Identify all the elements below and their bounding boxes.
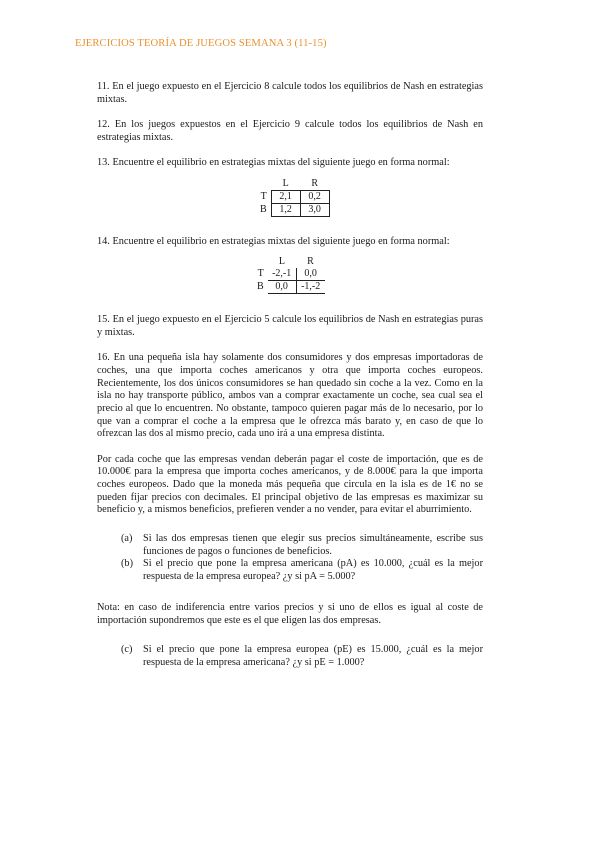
subquestion-text: Si las dos empresas tienen que elegir sus precios simultáneamente, escribe sus funciones de pagos o funciones de beneficios. — [143, 533, 483, 557]
exercise-11: 11. En el juego expuesto en el Ejercicio 8 calcule todos los equilibrios de Nash en estrategias mixtas. — [97, 81, 483, 105]
row-label: B — [260, 203, 267, 215]
subquestion-c — [121, 644, 483, 669]
payoff-cell: 2,1 — [271, 190, 300, 203]
col-label: L — [278, 256, 285, 268]
subquestion-label: (a) — [121, 533, 133, 545]
col-label: R — [311, 177, 318, 189]
exercise-13: 13. Encuentre el equilibrio en estrategias mixtas del siguiente juego en forma normal: — [97, 156, 450, 168]
payoff-cell: 0,2 — [300, 190, 329, 203]
subquestion-b — [121, 558, 483, 583]
subquestions-c — [121, 644, 483, 669]
payoff-cell: 0,0 — [268, 281, 297, 294]
game-matrix-13 — [97, 178, 483, 222]
exercise-16-intro: 16. En una pequeña isla hay solamente dos consumidores y dos empresas importadoras de coches, una que importa coches americanos y otra que importa coches europeos. Recientemente, los dos únicos consumidores se han quedado sin coche a la vez. Como en la isla no hay transporte público, ambos van a comprar exactamente un coche, sea cual sea el precio al que lo encuentren. No obstante, tampoco quieren pagar más de lo necesario, por lo que van a comprar el coche a la empresa que le ofrezca más barato y, en caso de que lo ofrezcan las dos al mismo precio, cada uno irá a una empresa distinta. — [97, 352, 483, 440]
exercise-14: 14. Encuentre el equilibrio en estrategias mixtas del siguiente juego en forma normal: — [97, 235, 450, 247]
row-label: T — [260, 190, 267, 202]
game-matrix-14 — [97, 256, 483, 300]
subquestions-ab — [121, 533, 483, 584]
exercise-16-costs: Por cada coche que las empresas vendan deberán pagar el coste de importación, que es de 10.000€ para la empresa que importa coches americanos, y de 8.000€ para la que importa coches europeos. Dado que la moneda más pequeña que circula en la isla es de 1€ no se pueden fijar precios con decimales. El principal objetivo de las empresas es maximizar su beneficio y, a mismos beneficios, prefieren vender a no vender, para evitar el aburrimiento. — [97, 453, 483, 516]
subquestion-text: Si el precio que pone la empresa europea (pE) es 15.000, ¿cuál es la mejor respuesta de la empresa americana? ¿y si pE = 1.000? — [143, 644, 483, 668]
payoff-cell: 0,0 — [296, 268, 325, 281]
note: Nota: en caso de indiferencia entre varios precios y si uno de ellos es igual al coste de importación supondremos que este es el que eligen las dos empresas. — [97, 601, 483, 626]
payoff-cell: -1,-2 — [296, 281, 325, 294]
col-label: R — [307, 256, 314, 268]
exercise-12: 12. En los juegos expuestos en el Ejercicio 9 calcule todos los equilibrios de Nash en estrategias mixtas. — [97, 118, 483, 143]
subquestion-a — [121, 533, 483, 558]
subquestion-text: Si el precio que pone la empresa americana (pA) es 10.000, ¿cuál es la mejor respuesta de la empresa europea? ¿y si pA = 5.000? — [143, 558, 483, 583]
exercise-list — [97, 81, 483, 670]
payoff-cell: 1,2 — [271, 203, 300, 216]
subquestion-label: (b) — [121, 558, 134, 570]
row-label: B — [257, 281, 264, 293]
col-label: L — [282, 177, 289, 189]
document-header: EJERCICIOS TEORÍA DE JUEGOS SEMANA 3 (11-15) — [75, 38, 327, 49]
row-label: T — [257, 268, 264, 280]
exercise-15: 15. En el juego expuesto en el Ejercicio 5 calcule los equilibrios de Nash en estrategias puras y mixtas. — [97, 314, 483, 338]
payoff-cell: -2,-1 — [268, 268, 297, 281]
payoff-cell: 3,0 — [300, 203, 329, 216]
subquestion-label: (c) — [121, 644, 133, 656]
